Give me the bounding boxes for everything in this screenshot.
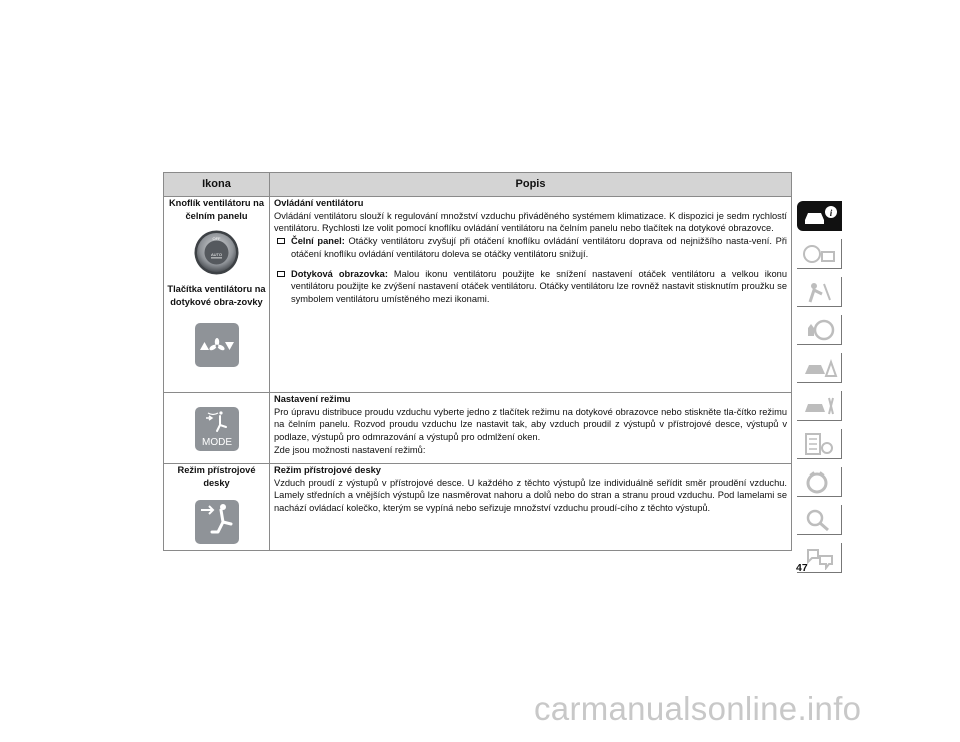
bullet-front-panel — [274, 235, 787, 260]
knob-off-label: OFF — [212, 236, 221, 242]
icon-cell — [164, 197, 270, 393]
table-row — [164, 393, 792, 464]
tab-starting-driving[interactable] — [797, 315, 842, 345]
bullet-label: Dotyková obrazovka: — [291, 268, 388, 279]
section-body-mode: Pro úpravu distribuce proudu vzduchu vyberte jedno z tlačítek režimu na dotykové obrazovce nebo stiskněte tla-čítko režimu na čelním panelu. Rozvod proudu vzduchu lze nastavit tak, aby vzduch proudil z výstupů v přístrojové desce, výstupů v podlaze, výstupů pro odmrazování a výstupů pro odmlžení oken. — [274, 406, 787, 443]
tab-servicing[interactable] — [797, 391, 842, 421]
mode-button-icon — [195, 407, 239, 451]
multimedia-icon — [802, 470, 838, 494]
icon-label-panel-mode: Režim přístrojové desky — [177, 465, 256, 488]
table-row — [164, 197, 792, 393]
climate-controls-table — [163, 172, 792, 551]
tab-warning-lights[interactable] — [797, 239, 842, 269]
column-header-description: Popis — [270, 173, 792, 197]
page-number: 47 — [796, 562, 808, 574]
bullet-square-icon — [277, 238, 285, 244]
tab-search-index[interactable] — [797, 505, 842, 535]
table-row — [164, 464, 792, 551]
description-cell — [270, 197, 792, 393]
tab-technical-specs[interactable] — [797, 429, 842, 459]
starting-driving-icon — [802, 318, 838, 342]
icon-cell — [164, 464, 270, 551]
icon-label-touchscreen: Tlačítka ventilátoru na dotykové obra-zovky — [167, 284, 266, 308]
icon-cell — [164, 393, 270, 464]
section-body-panel-mode: Vzduch proudí z výstupů v přístrojové desce. U každého z těchto výstupů lze individuálně seřídit směr proudění vzduchu. Lamely středních a vnějších výstupů lze nasměrovat nahoru a dolů nebo do stran a stranu proud vzduchu. Pod lamelami se nachází ovládací kolečko, kterým se vypíná nebo seřizuje množství vzduchu proudí-cího z těchto výstupů. — [274, 477, 787, 514]
tab-car-info[interactable] — [797, 201, 842, 231]
safety-icon — [802, 280, 838, 304]
description-cell — [270, 393, 792, 464]
servicing-icon — [802, 394, 838, 418]
column-header-icon: Ikona — [164, 173, 270, 197]
knob-auto-label: AUTO — [210, 252, 223, 258]
car-info-icon — [802, 204, 838, 228]
bullet-touchscreen — [274, 268, 787, 306]
search-index-icon — [802, 508, 838, 532]
section-title-mode: Nastavení režimu — [274, 394, 351, 404]
bullet-text: Malou ikonu ventilátoru použijte ke snížení nastavení otáček ventilátoru a velkou ikonu ventilátoru použijte ke zvýšení nastavení otáček ventilátoru. Otáčky ventilátoru lze rovněž nastavit stisknutím proužku se symbolem ventilátoru umístěného mezi ikonami. — [291, 268, 787, 304]
icon-label-knob: Knoflík ventilátoru na čelním panelu — [168, 198, 265, 221]
emergency-icon — [802, 356, 838, 380]
bullet-square-icon — [277, 271, 285, 277]
svg-text:i: i — [829, 208, 833, 218]
section-body-mode-options: Zde jsou možnosti nastavení režimů: — [274, 444, 426, 455]
technical-specs-icon — [802, 432, 838, 456]
tab-emergency[interactable] — [797, 353, 842, 383]
chapter-tabs — [797, 201, 842, 581]
bullet-text: Otáčky ventilátoru zvyšují při otáčení knoflíku ovládání ventilátoru doprava od nejnižšího nasta-vení. Při otáčení knoflíku ovládání ventilátoru doleva se otáčky ventilátoru snižují. — [291, 236, 787, 259]
bullet-label: Čelní panel: — [291, 236, 345, 247]
mode-label: MODE — [201, 437, 232, 448]
tab-safety[interactable] — [797, 277, 842, 307]
blower-knob-icon — [194, 230, 239, 275]
section-body-blower: Ovládání ventilátoru slouží k regulování množství vzduchu přiváděného systémem klimatizace. K dispozici je sedm rychlostí ventilátoru. Rychlosti lze volit pomocí knoflíku ovládání ventilátoru na čelním panelu nebo tlačítek na dotykové obrazovce. — [274, 210, 787, 234]
watermark: carmanualsonline.info — [534, 690, 862, 727]
section-title-panel-mode: Režim přístrojové desky — [274, 465, 381, 475]
tab-multimedia[interactable] — [797, 467, 842, 497]
warning-lights-icon — [802, 242, 838, 266]
description-cell — [270, 464, 792, 551]
panel-mode-icon — [195, 500, 239, 544]
section-title-blower: Ovládání ventilátoru — [274, 198, 364, 208]
fan-buttons-icon — [195, 323, 239, 367]
